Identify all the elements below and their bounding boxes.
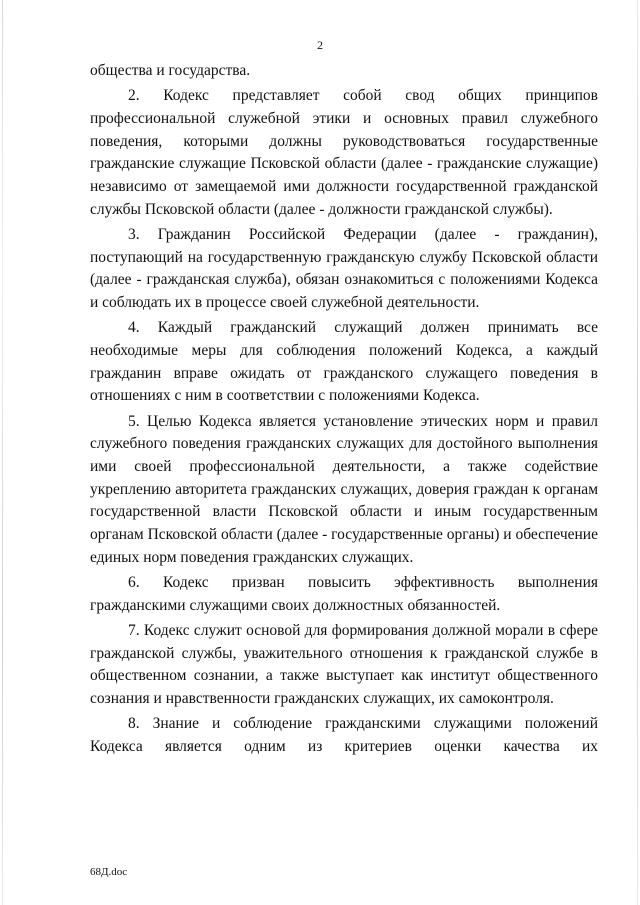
paragraph-6: 6. Кодекс призван повысить эффективность выполнения гражданскими служащими своих должностных обязанностей. (90, 573, 598, 614)
paragraph-8: 8. Знание и соблюдение гражданскими служащими положений Кодекса является одним из критериев оценки качества их (90, 715, 598, 755)
paragraph-2: 2. Кодекс представляет собой свод общих принципов профессиональной служебной этики и основных правил служебного поведения, которыми должны руководствоваться государственные гражданские служащие Псковской области (далее - гражданские служащие) независимо от замещаемой ими должности государственной гражданской службы Псковской области (далее - должности гражданской службы). (90, 87, 598, 218)
paragraph-continuation: общества и государства. (90, 62, 251, 79)
paragraph-5: 5. Целью Кодекса является установление этических норм и правил служебного поведения гражданских служащих для достойного выполнения ими своей профессиональной деятельности, а также содействие укреплению авторитета гражданских служащих, доверия граждан к органам государственной власти Псковской области и иным государственным органам Псковской области (далее - государственные органы) и обеспечение единых норм поведения гражданских служащих. (90, 412, 598, 566)
page-number: 2 (317, 38, 323, 52)
scan-edge-right (637, 0, 638, 905)
paragraph-3: 3. Гражданин Российской Федерации (далее - гражданин), поступающий на государственную гражданскую службу Псковской области (далее - гражданская служба), обязан ознакомиться с положениями Кодекса и соблюдать их в процессе своей служебной деятельности. (90, 225, 598, 312)
scan-edge-left (2, 0, 3, 905)
paragraph-4: 4. Каждый гражданский служащий должен принимать все необходимые меры для соблюдения положений Кодекса, а каждый гражданин вправе ожидать от гражданского служащего поведения в отношениях с ним в соответствии с положениями Кодекса. (90, 319, 598, 405)
paragraph-7: 7. Кодекс служит основой для формирования должной морали в сфере гражданской службы, уважительного отношения к гражданской службе в общественном сознании, а также выступает как институт общественного сознания и нравственности гражданских служащих, их самоконтроля. (90, 621, 598, 707)
document-body (90, 60, 598, 759)
footer-filename: 68Д.doc (90, 866, 128, 878)
